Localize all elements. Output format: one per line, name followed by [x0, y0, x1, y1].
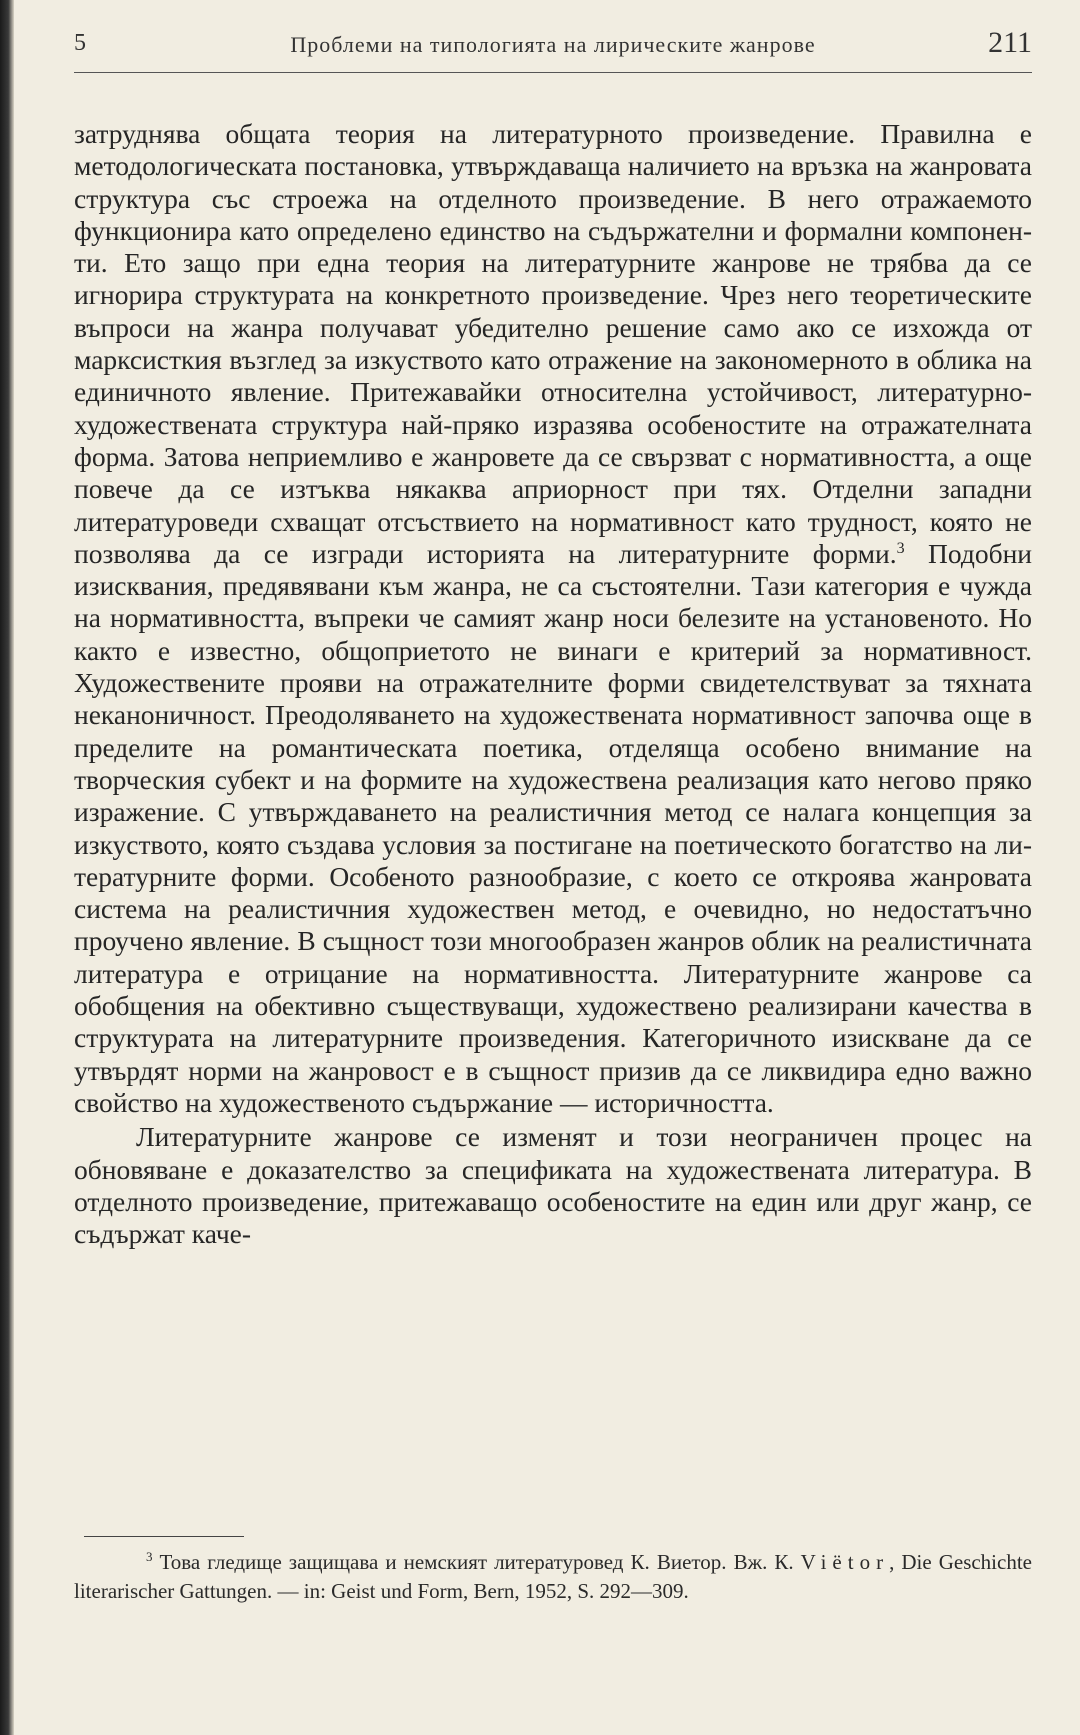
footnote: [74, 1548, 1032, 1605]
book-page: [14, 0, 1080, 1735]
footnote-reference: 3: [896, 539, 905, 557]
header-rule: [74, 72, 1032, 73]
page-header: [74, 26, 1032, 66]
paragraph-text-continued: Подобни изисквания, предявявани към жанра, не са състоятелни. Тази категория е чужда на нормативността, въпреки че самият жанр носи белезите на установеното. Но както е известно, общоприетото не винаги е критерий за нормативност. Художествените прояви на отражателните форми свидетелствуват за тяхната неканоничност. Преодоляването на художествената нормативност започва още в пределите на романтическата поетика, отделяща особено внимание на творческия субект и на формите на художествена реализация като негово пряко изражение. С утвърждаването на реалистичния метод се налага концепция за изкуството, която създава условия за постигане на поетическото богатство на литературните форми. Особеното разнообразие, с което се открoява жанровата система на реалистичния художествен метод, е очевидно, но недостатъчно проучено явление. В същност този многообразен жанров облик на реалистичната литература е отрицание на нормативността. Литературните жанрове са обобщения на обективно съществуващи, художествено реализирани качества в структурата на литературните произведения. Категоричното изискване да се утвърдят норми на жанровост е в същност призив да се ликвидира едно важно свойство на художественото съдържание — историчността.: [74, 537, 1033, 1118]
book-spine-shadow: [0, 0, 14, 1735]
page-number: 211: [988, 26, 1032, 59]
footnote-text: Това гледище защищава и немският литературовед К. Виетор. Вж. К.: [159, 1550, 801, 1574]
running-title: Проблеми на типологията на лирическите жанрове: [290, 32, 816, 57]
paragraph-text: затруднява общата теория на литературното произведение. Правилна е методологическата постановка, утвърждаваща наличието на връзка на жанровата структура със строежа на отделното произведение. В него отражаемото функционира като определено единство на съдържателни и формални компоненти. Ето защо при една теория на литературните жанрове не трябва да се игнорира структурата на конкретното произведение. Чрез него теоретическите въпроси на жанра получават убедително решение само ако се изхожда от марксисткия възглед за изкуството като отражение на закономерното в облика на единичното явление. Притежавайки относителна устойчивост, литературно-художествената структура най-пряко изразява особеностите на отражателната форма. Затова неприемливо е жанровете да се свързват с нормативността, а още повече да се изтъква някаква априорност при тях. Отделни западни литературоведи схващат отсъствието на нормативност като трудност, която не позволява да се изгради историята на литературните форми.: [74, 118, 1032, 569]
paragraph-text: Литературните жанрове се изменят и този неограничен процес на обновяване е доказателство за спецификата на художествената литература. В отделното произведение, притежаващо особеностите на един или друг жанр, се съдържат каче-: [74, 1121, 1032, 1250]
paragraph: [74, 1121, 1032, 1250]
paragraph: [74, 118, 1032, 1119]
footnote-mark: 3: [146, 1549, 153, 1564]
body-text: [74, 118, 1032, 1250]
footnote-rule: [84, 1536, 244, 1537]
chapter-number: 5: [74, 30, 86, 56]
footnote-author: Viëtor: [800, 1550, 890, 1574]
footnote-text-continued: , Die Geschichte literarischer Gattungen. — in: Geist und Form, Bern, 1952, S. 292—309.: [74, 1550, 1032, 1603]
